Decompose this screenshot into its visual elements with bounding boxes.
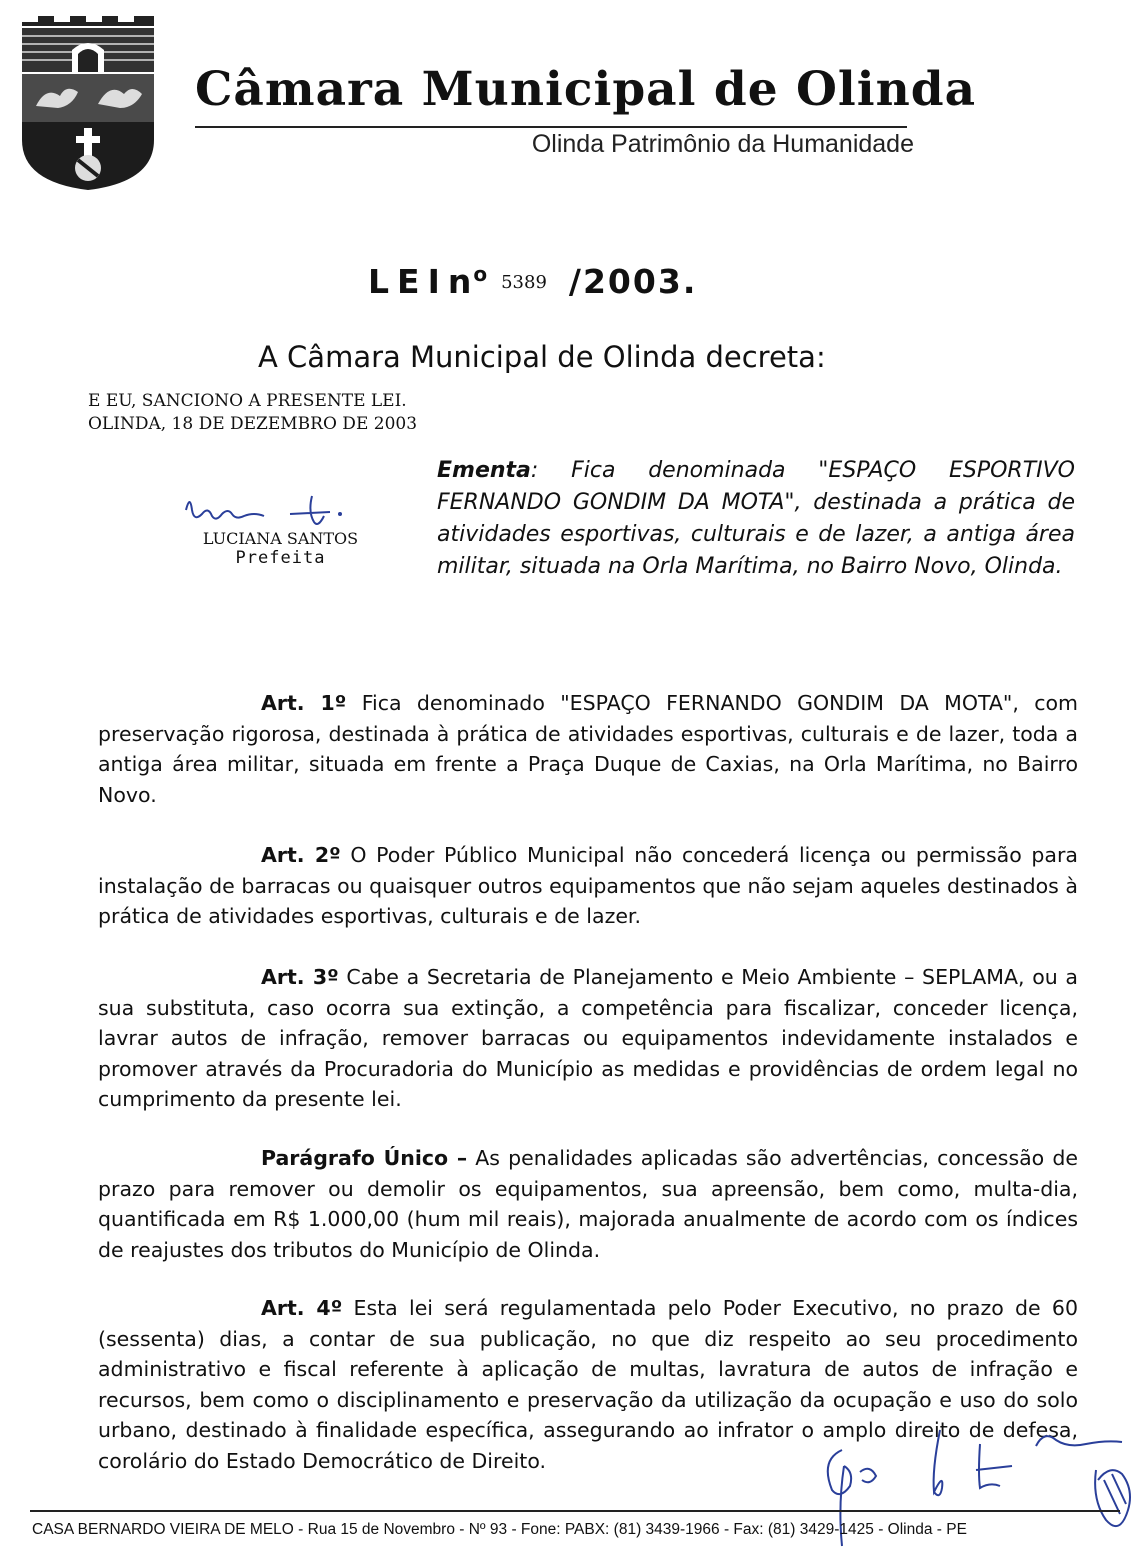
ementa-label: Ementa [437,458,531,483]
article-3 [98,962,1078,1115]
article-text: As penalidades aplicadas são advertências, concessão de prazo para remover ou demolir os equipamentos, sua apreensão, bem como, multa-dia, quantificada em R$ 1.000,00 (hum mil reais), majorada anualmente de acordo com os índices de reajustes dos tributos do Município de Olinda. [98,1146,1078,1262]
sanction-line-1: E EU, SANCIONO A PRESENTE LEI. [88,391,407,411]
article-1 [98,688,1078,810]
institution-title: Câmara Municipal de Olinda [195,62,977,117]
ementa-text: : Fica denominada "ESPAÇO ESPORTIVO FERNANDO GONDIM DA MOTA", destinada a prática de atividades esportivas, culturais e de lazer, a antiga área militar, situada na Orla Marítima, no Bairro Novo, Olinda. [437,458,1075,579]
law-ordinal: n [447,262,474,301]
article-2 [98,840,1078,932]
footer-address: CASA BERNARDO VIEIRA DE MELO - Rua 15 de Novembro - Nº 93 - Fone: PABX: (81) 3439-1966 - Fax: (81) 3429-1425 - Olinda - PE [32,1521,967,1538]
article-label: Parágrafo Único – [261,1146,468,1170]
law-ordinal-sup: o [473,262,490,286]
article-label: Art. 1º [261,691,347,715]
article-text: Cabe a Secretaria de Planejamento e Meio Ambiente – SEPLAMA, ou a sua substituta, caso ocorra sua extinção, a competência para fiscalizar, conceder licença, lavrar autos de infração, remover barracas ou equipamentos indevidamente instalados e promover através da Procuradoria do Município as medidas e providências de ordem legal no cumprimento da presente lei. [98,965,1078,1111]
decree-line: A Câmara Municipal de Olinda decreta: [258,340,826,374]
article-text: Esta lei será regulamentada pelo Poder Executivo, no prazo de 60 (sessenta) dias, a contar de sua publicação, no que diz respeito ao seu procedimento administrativo e fiscal referente à aplicação de multas, lavratura de autos de infração e recursos, bem como o disciplinamento e preservação da utilização da ocupação e uso do solo urbano, destinado à finalidade específica, assegurando ao infrator o amplo direito de defesa, corolário do Estado Democrático de Direito. [98,1296,1078,1473]
law-title [368,262,697,301]
paragraph-unico [98,1143,1078,1265]
article-label: Art. 4º [261,1296,343,1320]
article-text: O Poder Público Municipal não concederá licença ou permissão para instalação de barracas ou quaisquer outros equipamentos que não sejam aqueles destinados à prática de atividades esportivas, culturais e de lazer. [98,843,1078,928]
sanction-line-2: OLINDA, 18 DE DEZEMBRO DE 2003 [88,414,418,434]
coat-of-arms-icon [18,10,158,192]
institution-subtitle: Olinda Patrimônio da Humanidade [531,130,914,158]
mayor-signature [180,488,390,532]
header-divider [195,126,907,128]
law-year: /2003. [568,262,698,301]
ementa-block [437,455,1075,583]
signer-title: Prefeita [235,548,326,568]
law-prefix: LEI [368,262,448,301]
sanction-stamp [88,390,417,436]
law-number: 5389 [501,272,547,293]
footer-divider [30,1510,1120,1512]
signer-name: LUCIANA SANTOS [202,529,359,548]
article-label: Art. 2º [261,843,341,867]
article-label: Art. 3º [261,965,339,989]
article-text: Fica denominado "ESPAÇO FERNANDO GONDIM DA MOTA", com preservação rigorosa, destinada à prática de atividades esportivas, culturais e de lazer, toda a antiga área militar, situada em frente a Praça Duque de Caxias, na Orla Marítima, no Bairro Novo. [98,691,1078,807]
